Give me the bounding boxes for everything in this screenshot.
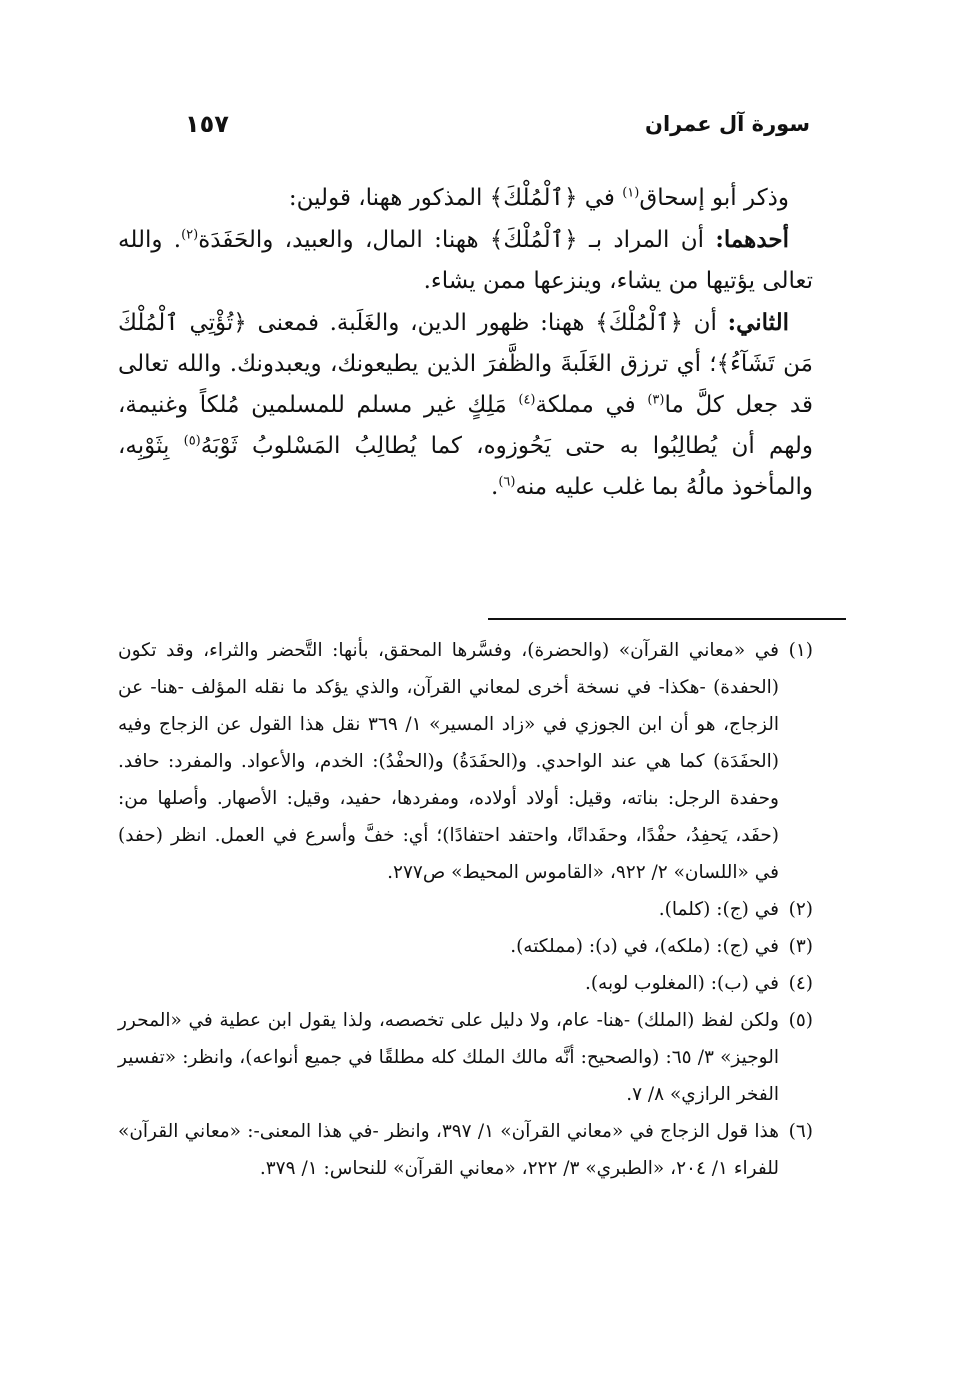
first-opinion-lead: أحدهما:: [715, 226, 789, 253]
footnote-divider: [488, 618, 846, 620]
footnote-number: (٤): [788, 973, 813, 994]
footnote-item: [118, 1113, 813, 1187]
footnote-ref-3: (٣): [647, 392, 665, 408]
footnote-item: [118, 632, 813, 891]
second-opinion-text-c: مَلِكٍ غير مسلم للمسلمين مُلكاً وغنيمة، ولهم أن يُطالِبُوا به حتى يَحُوزوه، كما يُطالِبُ المَسْلوبُ ثَوْبَهُ: [118, 392, 813, 459]
intro-text: وذكر أبو إسحاق: [639, 185, 789, 211]
first-opinion-text-cont: . والله تعالى يؤتيها من يشاء، وينزعها ممن يشاء.: [118, 227, 813, 294]
first-opinion-text: أن المراد بـ ﴿ٱلْمُلْكَ﴾ ههنا: المال، والعبيد، والحَفَدَة: [198, 227, 716, 253]
footnote-text: ولكن لفظ (الملك) -هنا- عام، ولا دليل على تخصصه، ولذا يقول ابن عطية في «المحرر الوجيز» ٣/ ٦٥: (والصحيح: أنَّه مالك الملك كله مطلقًا في جميع أنواعه)، وانظر: «تفسير الفخر الرازي» ٨/ ٧.: [118, 1010, 779, 1105]
footnotes: [118, 632, 813, 1187]
footnote-text: هذا قول الزجاج في «معاني القرآن» ١/ ٣٩٧، وانظر -في هذا المعنى-: «معاني القرآن» للفراء ١/ ٢٠٤، «الطبري» ٣/ ٢٢٢، «معاني القرآن» للنحاس: ١/ ٣٧٩.: [118, 1121, 779, 1179]
footnote-ref-4: (٤): [518, 392, 536, 408]
second-opinion-lead: الثاني:: [727, 309, 789, 336]
second-opinion-text-e: .: [491, 474, 499, 500]
running-header: [145, 112, 810, 142]
main-text: [118, 178, 813, 508]
footnote-number: (٦): [788, 1121, 813, 1142]
footnote-ref-2: (٢): [181, 227, 199, 243]
surah-title: سورة آل عمران: [645, 112, 810, 136]
footnote-number: (٥): [788, 1010, 813, 1031]
footnote-text: في (ب): (المغلوب لوبه).: [584, 973, 779, 994]
footnote-number: (٢): [788, 899, 813, 920]
footnote-ref-1: (١): [622, 185, 640, 201]
intro-text-cont: في ﴿ٱلْمُلْكَ﴾ المذكور ههنا، قولين:: [288, 185, 623, 211]
paragraph-first-opinion: [118, 219, 813, 302]
second-opinion-text-a: أن ﴿ٱلْمُلْكَ﴾ ههنا: ظهور الدين، والغَلَبة. فمعنى ﴿تُؤْتِي ٱلْمُلْكَ مَن تَشَآءُ﴾؛ أي ترزق الغَلَبةَ والظَّفرَ الذين يطيعونك، ويعبدونك. والله تعالى قد جعل كلَّ ما: [118, 310, 814, 418]
paragraph-second-opinion: [118, 302, 813, 508]
page-number: ١٥٧: [185, 110, 229, 138]
footnote-item: [118, 965, 813, 1002]
footnote-ref-5: (٥): [183, 433, 201, 449]
footnote-number: (٣): [788, 936, 813, 957]
paragraph-intro: [118, 178, 813, 219]
footnote-item: [118, 891, 813, 928]
second-opinion-text-d: بِثَوْبِه، والمأخوذ مالُهُ بما غلب عليه منه: [118, 433, 813, 500]
footnote-number: (١): [788, 640, 813, 661]
footnote-text: في (ج): (كلما).: [658, 899, 779, 920]
footnote-item: [118, 1002, 813, 1113]
footnote-ref-6: (٦): [498, 474, 516, 490]
footnote-text: في «معاني القرآن» (والحضرة)، وفسَّرها المحقق، بأنها: التَّحضر والثراء، وقد تكون (الحفدة) -هكذا- في نسخة أخرى لمعاني القرآن، والذي يؤكد ما نقله المؤلف -هنا- عن الزجاج، هو أن ابن الجوزي في «زاد المسير» ١/ ٣٦٩ نقل هذا القول عن الزجاج وفيه (الحفَدَة) كما هي عند الواحدي. و(الحفَدَةُ) و(الحفْدُ): الخدم، والأعواد. والمفرد: حافد. وحفدة الرجل: بناته، وقيل: أولاد أولاده، ومفردها، حفيد، وقيل: الأصهار. وأصلها من: (حفَد، يَحفِدُ، حفْدًا، وحفَدانًا، واحتفد احتفادًا)؛ أي: خفَّ وأسرع في العمل. انظر (حفد) في «اللسان» ٢/ ٩٢٢، «القاموس المحيط» ص٢٧٧.: [118, 640, 779, 883]
footnote-item: [118, 928, 813, 965]
footnote-text: في (ج): (ملكه)، في (د): (مملكته).: [510, 936, 779, 957]
second-opinion-text-b: في مملكة: [535, 392, 648, 418]
